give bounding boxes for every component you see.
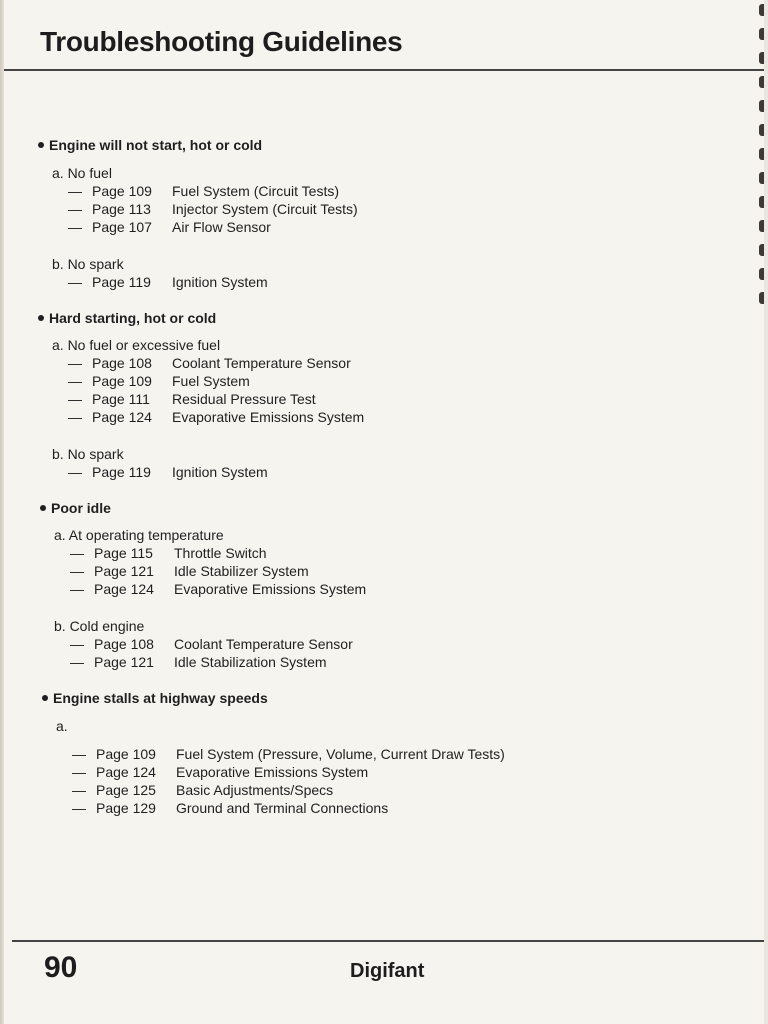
condition-group xyxy=(54,526,366,598)
dash: — xyxy=(68,355,82,371)
page-reference xyxy=(56,799,505,817)
page-ref: Page 125 xyxy=(96,782,156,798)
dash: — xyxy=(68,373,82,389)
dash: — xyxy=(70,636,84,652)
page-reference xyxy=(52,408,364,426)
page-reference xyxy=(54,635,366,653)
dash: — xyxy=(72,746,86,762)
page-number: 90 xyxy=(44,951,78,984)
ref-description: Fuel System (Pressure, Volume, Current Draw Tests) xyxy=(176,746,505,762)
page-ref: Page 124 xyxy=(92,409,152,425)
page-ref: Page 107 xyxy=(92,219,152,235)
page-ref: Page 119 xyxy=(92,274,151,290)
page-title: Troubleshooting Guidelines xyxy=(40,26,403,57)
page-ref: Page 121 xyxy=(94,563,154,579)
dash: — xyxy=(68,219,82,235)
dash: — xyxy=(68,183,82,199)
ref-description: Ignition System xyxy=(172,274,268,290)
page-ref: Page 108 xyxy=(92,355,152,371)
section-heading xyxy=(38,309,364,327)
manual-page xyxy=(4,0,764,1024)
dash: — xyxy=(68,274,82,290)
page-ref: Page 115 xyxy=(94,545,153,561)
ref-description: Residual Pressure Test xyxy=(172,391,316,407)
page-reference xyxy=(54,580,366,598)
section-engine-will-not-start xyxy=(38,136,358,291)
page-ref: Page 121 xyxy=(94,654,154,670)
page-reference xyxy=(52,390,364,408)
bullet-icon xyxy=(38,315,44,321)
ref-description: Coolant Temperature Sensor xyxy=(174,636,353,652)
dash: — xyxy=(72,800,86,816)
page-ref: Page 109 xyxy=(92,373,152,389)
section-engine-stalls xyxy=(42,689,505,817)
ref-description: Injector System (Circuit Tests) xyxy=(172,201,358,217)
condition-label: a. No fuel or excessive fuel xyxy=(52,337,221,353)
dash: — xyxy=(68,391,82,407)
ref-description: Throttle Switch xyxy=(174,545,267,561)
section-heading xyxy=(38,136,358,154)
section-heading-text: Engine stalls at highway speeds xyxy=(53,690,268,706)
page-reference xyxy=(54,562,366,580)
page-reference xyxy=(56,763,505,781)
condition-group xyxy=(56,717,505,817)
page-reference xyxy=(52,273,358,291)
ref-description: Fuel System xyxy=(172,373,250,389)
page-ref: Page 124 xyxy=(94,581,154,597)
ref-description: Evaporative Emissions System xyxy=(172,409,365,425)
dash: — xyxy=(68,201,82,217)
dash: — xyxy=(70,545,84,561)
dash: — xyxy=(68,464,82,480)
ref-description: Idle Stabilizer System xyxy=(174,563,309,579)
section-heading-text: Engine will not start, hot or cold xyxy=(49,137,263,153)
condition-label: b. No spark xyxy=(52,446,124,462)
ref-description: Idle Stabilization System xyxy=(174,654,327,670)
book-name: Digifant xyxy=(350,960,425,982)
ref-description: Ground and Terminal Connections xyxy=(176,800,389,816)
dash: — xyxy=(72,782,86,798)
page-reference xyxy=(52,218,358,236)
page-reference xyxy=(52,463,364,481)
spiral-binding xyxy=(756,0,764,330)
dash: — xyxy=(70,581,84,597)
section-hard-starting xyxy=(38,309,364,481)
page-ref: Page 109 xyxy=(96,746,156,762)
condition-label: a. At operating temperature xyxy=(54,527,224,543)
section-heading xyxy=(40,499,366,517)
dash: — xyxy=(68,409,82,425)
bullet-icon xyxy=(40,505,46,511)
ref-description: Evaporative Emissions System xyxy=(174,581,367,597)
page-reference xyxy=(54,653,366,671)
page-reference xyxy=(56,781,505,799)
ref-description: Coolant Temperature Sensor xyxy=(172,355,351,371)
condition-group xyxy=(52,164,358,236)
page-ref: Page 109 xyxy=(92,183,152,199)
condition-label: a. No fuel xyxy=(52,165,112,181)
ref-description: Fuel System (Circuit Tests) xyxy=(172,183,339,199)
section-heading xyxy=(42,689,505,707)
page-ref: Page 111 xyxy=(92,391,150,407)
section-heading-text: Hard starting, hot or cold xyxy=(49,310,217,326)
footer-rule xyxy=(12,940,764,942)
ref-description: Air Flow Sensor xyxy=(172,219,271,235)
page-ref: Page 129 xyxy=(96,800,156,816)
condition-group xyxy=(54,617,366,671)
dash: — xyxy=(70,563,84,579)
header-rule xyxy=(4,69,764,71)
condition-label: a. xyxy=(56,718,68,734)
page-reference xyxy=(56,745,505,763)
ref-description: Basic Adjustments/Specs xyxy=(176,782,334,798)
bullet-icon xyxy=(38,142,44,148)
page-reference xyxy=(52,372,364,390)
page-reference xyxy=(52,354,364,372)
condition-label: b. Cold engine xyxy=(54,618,145,634)
page-reference xyxy=(52,200,358,218)
page-ref: Page 124 xyxy=(96,764,156,780)
page-reference xyxy=(54,544,366,562)
condition-label: b. No spark xyxy=(52,256,124,272)
condition-group xyxy=(52,445,364,481)
condition-group xyxy=(52,255,358,291)
condition-group xyxy=(52,336,364,426)
page-ref: Page 108 xyxy=(94,636,154,652)
ref-description: Ignition System xyxy=(172,464,268,480)
section-poor-idle xyxy=(40,499,366,671)
page-reference xyxy=(52,182,358,200)
bullet-icon xyxy=(42,695,48,701)
page-ref: Page 119 xyxy=(92,464,151,480)
ref-description: Evaporative Emissions System xyxy=(176,764,369,780)
dash: — xyxy=(70,654,84,670)
section-heading-text: Poor idle xyxy=(51,500,111,516)
page-ref: Page 113 xyxy=(92,201,151,217)
dash: — xyxy=(72,764,86,780)
